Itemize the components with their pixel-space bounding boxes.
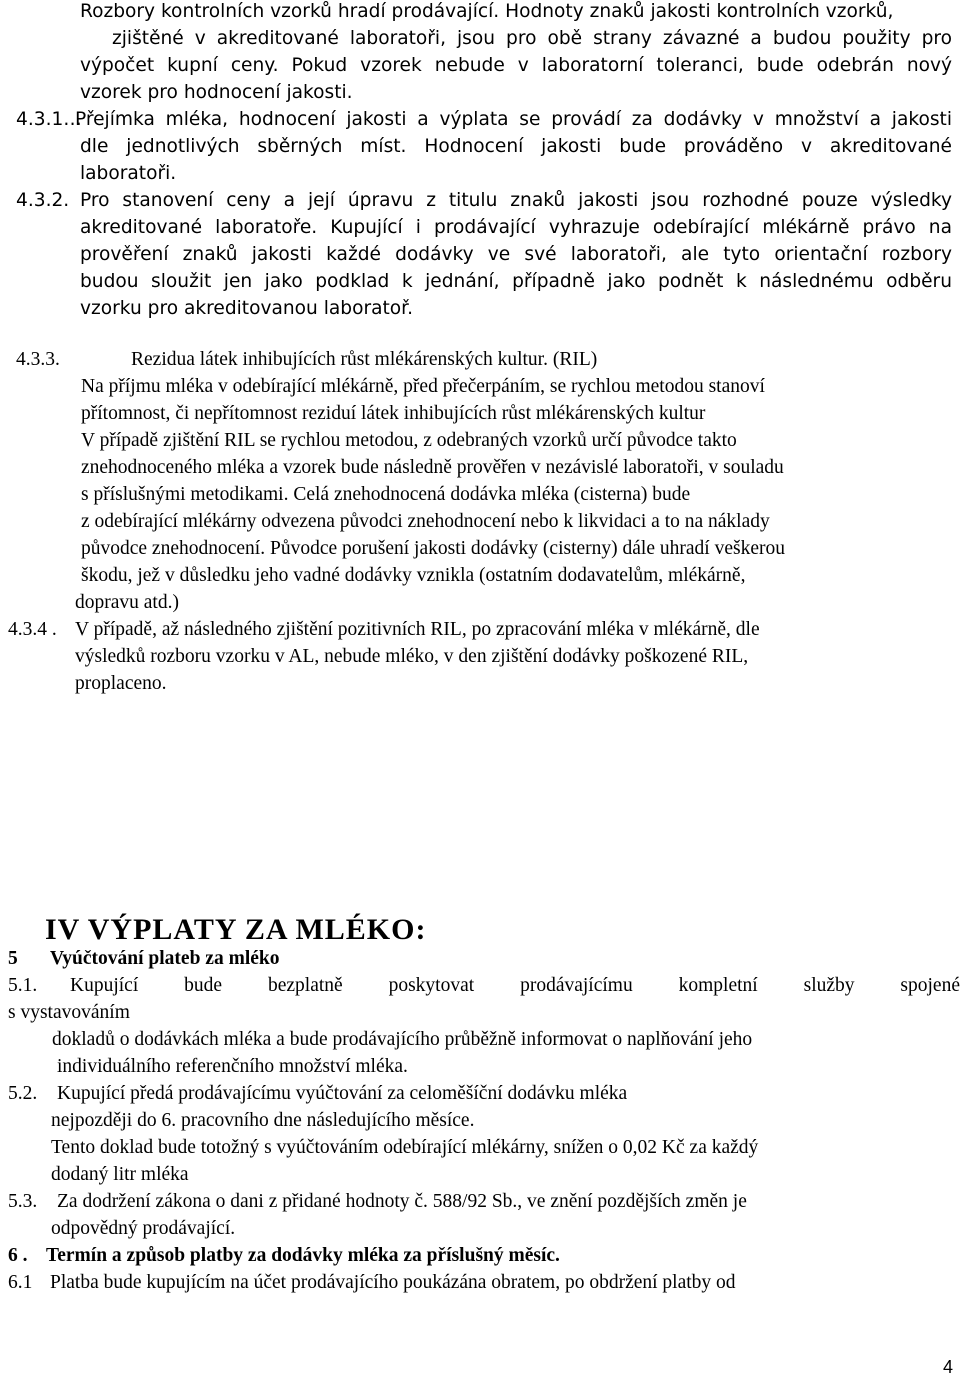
section-number: 5.3. xyxy=(8,1191,38,1212)
section-title: Vyúčtování plateb za mléko xyxy=(50,948,280,969)
text-line: Na příjmu mléka v odebírající mlékárně, před přečerpáním, se rychlou metodou stanoví xyxy=(81,376,765,397)
section-number: 4.3.1… xyxy=(16,109,82,130)
text-line: Platba bude kupujícím na účet prodávajícího poukázána obratem, po obdržení platby od xyxy=(50,1272,736,1293)
text-line: budou sloužit jen jako podklad k jednání, případně jako podnět k následnému odběru xyxy=(80,271,952,292)
text-line: výpočet kupní ceny. Pokud vzorek nebude v laboratorní toleranci, bude odebrán nový xyxy=(80,55,952,76)
text-line: původce znehodnocení. Původce porušení jakosti dodávky (cisterny) dále uhradí veškerou xyxy=(81,538,785,559)
text-line: vzorku pro akreditovanou laboratoř. xyxy=(80,298,414,319)
text-line: V případě, až následného zjištění pozitivních RIL, po zpracování mléka v mlékárně, dle xyxy=(75,619,760,640)
section-title: Rezidua látek inhibujících růst mlékárenských kultur. (RIL) xyxy=(131,349,598,370)
text-line: vzorek pro hodnocení jakosti. xyxy=(80,82,353,103)
section-number: 5.1. xyxy=(8,975,38,996)
section-number: 4.3.3. xyxy=(16,349,60,370)
chapter-heading: IV VÝPLATY ZA MLÉKO: xyxy=(45,913,427,946)
text-line: V případě zjištění RIL se rychlou metodou, z odebraných vzorků určí původce takto xyxy=(81,430,737,451)
section-number: 5.2. xyxy=(8,1083,38,1104)
text-line: proplaceno. xyxy=(75,673,167,694)
page-number: 4 xyxy=(943,1357,954,1377)
text-line: odpovědný prodávající. xyxy=(51,1218,236,1239)
section-number: 4.3.2. xyxy=(16,190,70,211)
text-line: Kupující předá prodávajícímu vyúčtování za celoměšíční dodávku mléka xyxy=(57,1083,628,1104)
section-number: 6 . xyxy=(8,1245,28,1266)
text-line: s vystavováním xyxy=(8,1002,130,1023)
text-line: znehodnoceného mléka a vzorek bude následně prověřen v nezávislé laboratoři, v souladu xyxy=(81,457,784,478)
text-line: Pro stanovení ceny a její úpravu z titulu znaků jakosti jsou rozhodné pouze výsledky xyxy=(80,190,952,211)
text-line: s příslušnými metodikami. Celá znehodnocená dodávka mléka (cisterna) bude xyxy=(81,484,691,505)
section-number: 6.1 xyxy=(8,1272,33,1293)
text-line: Za dodržení zákona o dani z přidané hodnoty č. 588/92 Sb., ve znění pozdějších změn je xyxy=(57,1191,747,1212)
text-line: z odebírající mlékárny odvezena původci znehodnocení nebo k likvidaci a to na náklady xyxy=(81,511,770,532)
text-line: akreditované laboratoře. Kupující i prodávající vyhrazuje odebírající mlékárně právo na xyxy=(80,217,952,238)
text-line: nejpozději do 6. pracovního dne následujícího měsíce. xyxy=(51,1110,475,1131)
section-number: 4.3.4 . xyxy=(8,619,57,640)
text-line: dodaný litr mléka xyxy=(51,1164,189,1185)
section-title: Termín a způsob platby za dodávky mléka za příslušný měsíc. xyxy=(46,1245,560,1266)
text-line: škodu, jež v důsledku jeho vadné dodávky vznikla (ostatním dodavatelům, mlékárně, xyxy=(81,565,746,586)
text-line: dopravu atd.) xyxy=(75,592,179,613)
text-line: dokladů o dodávkách mléka a bude prodávajícího průběžně informovat o naplňování jeho xyxy=(52,1029,753,1050)
text-line: dle jednotlivých sběrných míst. Hodnocení jakosti bude prováděno v akreditované xyxy=(80,136,952,157)
text-line: individuálního referenčního množství mléka. xyxy=(57,1056,408,1077)
text-line: Rozbory kontrolních vzorků hradí prodávající. Hodnoty znaků jakosti kontrolních vzorků, xyxy=(80,1,894,22)
text-line: Přejímka mléka, hodnocení jakosti a výplata se provádí za dodávky v množství a jakosti xyxy=(75,109,952,130)
text-line: zjištěné v akreditované laboratoři, jsou pro obě strany závazné a budou použity pro xyxy=(112,28,952,49)
text-line: Kupující bude bezplatně poskytovat prodávajícímu kompletní služby spojené xyxy=(70,975,960,996)
section-number: 5 xyxy=(8,948,18,969)
text-line: laboratoři. xyxy=(80,163,177,184)
text-line: Tento doklad bude totožný s vyúčtováním odebírající mlékárny, snížen o 0,02 Kč za každý xyxy=(51,1137,759,1158)
text-line: přítomnost, či nepřítomnost reziduí látek inhibujících růst mlékárenských kultur xyxy=(81,403,706,424)
text-line: prověření znaků jakosti každé dodávky ve své laboratoři, ale tyto orientační rozbory xyxy=(80,244,952,265)
text-line: výsledků rozboru vzorku v AL, nebude mléko, v den zjištění dodávky poškozené RIL, xyxy=(75,646,749,667)
